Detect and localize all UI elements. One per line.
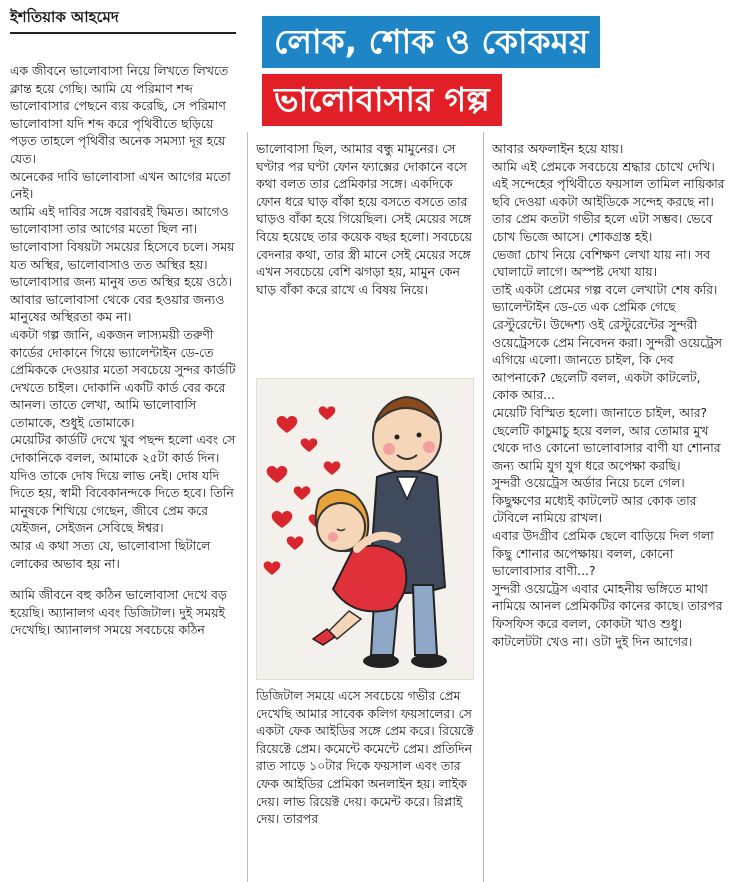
- paragraph: মেয়েটি বিস্মিত হলো। জানাতে চাইল, আর?: [492, 404, 708, 420]
- paragraph: আর এ কথা সত্য যে, ভালোবাসা ছিটালে লোকের অভাব হয় না।: [10, 538, 211, 571]
- headline-line-1: লোক, শোক ও কোকময়: [262, 16, 600, 68]
- paragraph: তাই একটা প্রেমের গল্প বলে লেখাটা শেষ করি।: [492, 281, 718, 297]
- article-column-2-bottom: [256, 687, 474, 882]
- article-column-1: [10, 62, 238, 882]
- hearts-icon: [264, 406, 341, 575]
- column-divider: [247, 132, 248, 882]
- article-column-3: [492, 140, 730, 882]
- paragraph: ছেলেটি কাচুমাচু হয়ে বলল, আর তোমার মুখ থেকে দাও কোনো ভালোবাসার বাণী যা শোনার জন্য আমি যুগ যুগ ধরে অপেক্ষা করছি।: [492, 422, 721, 473]
- paragraph: ভেজা চোখ নিয়ে বেশিক্ষণ লেখা যায় না। সব ঘোলাটে লাগে। অস্পষ্ট দেখা যায়।: [492, 246, 711, 280]
- paragraph: আমি এই দাবির সঙ্গে বরাবরই দ্বিমত। আগেও ভালোবাসা তার আগের মতো ছিল না।: [10, 203, 229, 237]
- paragraph: ডিজিটাল সময়ে এসে সবচেয়ে গভীর প্রেম দেখেছি আমার সাবেক কলিগ ফয়সালের। সে একটা ফেক আইডির সঙ্গে প্রেম করে। রিয়েক্টে রিয়েক্টে প্রেম। কমেন্টে কমেন্টে প্রেম। প্রতিদিন রাত সাড়ে ১০টার দিকে ফয়সাল এবং তার ফেক আইডির প্রেমিকা অনলাইন হয়। লাইক দেয়। লাভ রিয়েক্ট দেয়। কমেন্ট করে। রিপ্লাই দেয়। তারপর: [256, 688, 474, 827]
- paragraph: সুন্দরী ওয়েট্রেস অর্ডার নিয়ে চলে গেল। কিছুক্ষণের মধ্যেই কাটলেট আর কোক তার টেবিলে নামিয়ে রাখল।: [492, 475, 697, 526]
- paragraph: আবার অফলাইন হয়ে যায়।: [492, 141, 624, 156]
- article-column-2-top: [256, 140, 474, 370]
- paragraph: একটা গল্প জানি, একজন লাস্যময়ী তরুণী কার্ডের দোকানে গিয়ে ভ্যালেন্টাইন ডে-তে প্রেমিককে দেওয়ার মতো সবচেয়ে সুন্দর কার্ডটি দেখতে চাইল। দোকানি একটি কার্ড বের করে আনল। তাতে লেখা, আমি ভালোবাসি তোমাকে, শুধুই তোমাকে।: [10, 326, 236, 430]
- column-divider: [483, 132, 484, 882]
- paragraph: যদিও তাকে দোষ দিয়ে লাভ নেই। দোষ যদি দিতে হয়, স্বামী বিবেকানন্দকে দিতে হবে। তিনি মানুষকে শিখিয়ে গেছেন, জীবে প্রেম করে যেইজন, সেইজন সেবিছে ঈশ্বর।: [10, 467, 234, 536]
- paragraph: সুন্দরী ওয়েট্রেস এবার মোহনীয় ভঙ্গিতে মাথা নামিয়ে আনল প্রেমিকটির কানের কাছে। তারপর ফিসফিস করে বলল, কোকটা খাও শুধু। কাটলেটটা খেও না। ওটা দুই দিন আগের।: [492, 580, 723, 649]
- author-byline: ইশতিয়াক আহমেদ: [10, 6, 236, 34]
- couple-hug-illustration: [256, 378, 474, 680]
- paragraph: ভালোবাসা বিষয়টা সময়ের হিসেবে চলে। সময় যত অস্থির, ভালোবাসাও তত অস্থির হয়। ভালোবাসার জন্য মানুষ তত অস্থির হয়ে ওঠে। আবার ভালোবাসা থেকে বের হওয়ার জন্যও মানুষের অস্থিরতা কম না।: [10, 238, 235, 325]
- headline-line-2: ভালোবাসার গল্প: [262, 74, 502, 126]
- paragraph: আমি এই প্রেমকে সবচেয়ে শ্রদ্ধার চোখে দেখি। এই সন্দেহের পৃথিবীতে ফয়সাল তামিল নায়িকার ছবি দেওয়া একটা আইডিকে সন্দেহ করছে না। তার প্রেম কতটা গভীর হলে এটা সম্ভব। ভেবে চোখ ভিজে আসে। শোকগ্রস্ত হই।: [492, 158, 725, 244]
- paragraph: ভ্যালেন্টাইন ডে-তে এক প্রেমিক গেছে রেস্টুরেন্টে। উদ্দেশ্য ওই রেস্টুরেন্টের সুন্দরী ওয়েট্রেসকে প্রেম নিবেদন করা। সুন্দরী ওয়েট্রেস এগিয়ে এলো। জানতে চাইল, কি দেব আপনাকে? ছেলেটি বলল, একটা কাটলেট, কোক আর...: [492, 299, 722, 403]
- paragraph: এবার উদগ্রীব প্রেমিক ছেলে বাড়িয়ে দিল গলা কিছু শোনার অপেক্ষায়। বলল, কোনো ভালোবাসার বাণী...?: [492, 528, 714, 579]
- paragraph: অনেকের দাবি ভালোবাসা এখন আগের মতো নেই।: [10, 168, 231, 202]
- paragraph: মেয়েটির কার্ডটি দেখে খুব পছন্দ হলো এবং সে দোকানিকে বলল, আমাকে ২৫টা কার্ড দিন।: [10, 432, 236, 466]
- paragraph: ভালোবাসা ছিল, আমার বন্ধু মামুনের। সে ঘণ্টার পর ঘণ্টা ফোন ফ্যাক্সের দোকানে বসে কথা বলত তার প্রেমিকার সঙ্গে। একদিকে ফোন ধরে ঘাড় বাঁকা হয়ে বসতে বসতে তার ঘাড়ও বাঁকা হয়ে গিয়েছিল। সেই মেয়ের সঙ্গে বিয়ে হয়েছে তার কয়েক বছর হলো। সবচেয়ে বেদনার কথা, তার স্ত্রী মানে সেই মেয়ের সঙ্গে এখন সবচেয়ে বেশি ঝগড়া হয়, মামুন কেন ঘাড় বাঁকা করে রাখে এ বিষয় নিয়ে।: [256, 141, 472, 297]
- paragraph: এক জীবনে ভালোবাসা নিয়ে লিখতে লিখতে ক্লান্ত হয়ে গেছি। আমি যে পরিমাণ শব্দ ভালোবাসার পেছনে ব্যয় করেছি, সে পরিমাণ ভালোবাসা যদি শব্দ করে পৃথিবীতে ছড়িয়ে পড়ত তাহলে পৃথিবীর অনেক সমস্যা দূর হয়ে যেত।: [10, 63, 229, 166]
- paragraph: আমি জীবনে বহু কঠিন ভালোবাসা দেখে বড় হয়েছি। অ্যানালগ এবং ডিজিটাল। দুই সময়ই দেখেছি। অ্যানালগ সময়ে সবচেয়ে কঠিন: [10, 587, 227, 638]
